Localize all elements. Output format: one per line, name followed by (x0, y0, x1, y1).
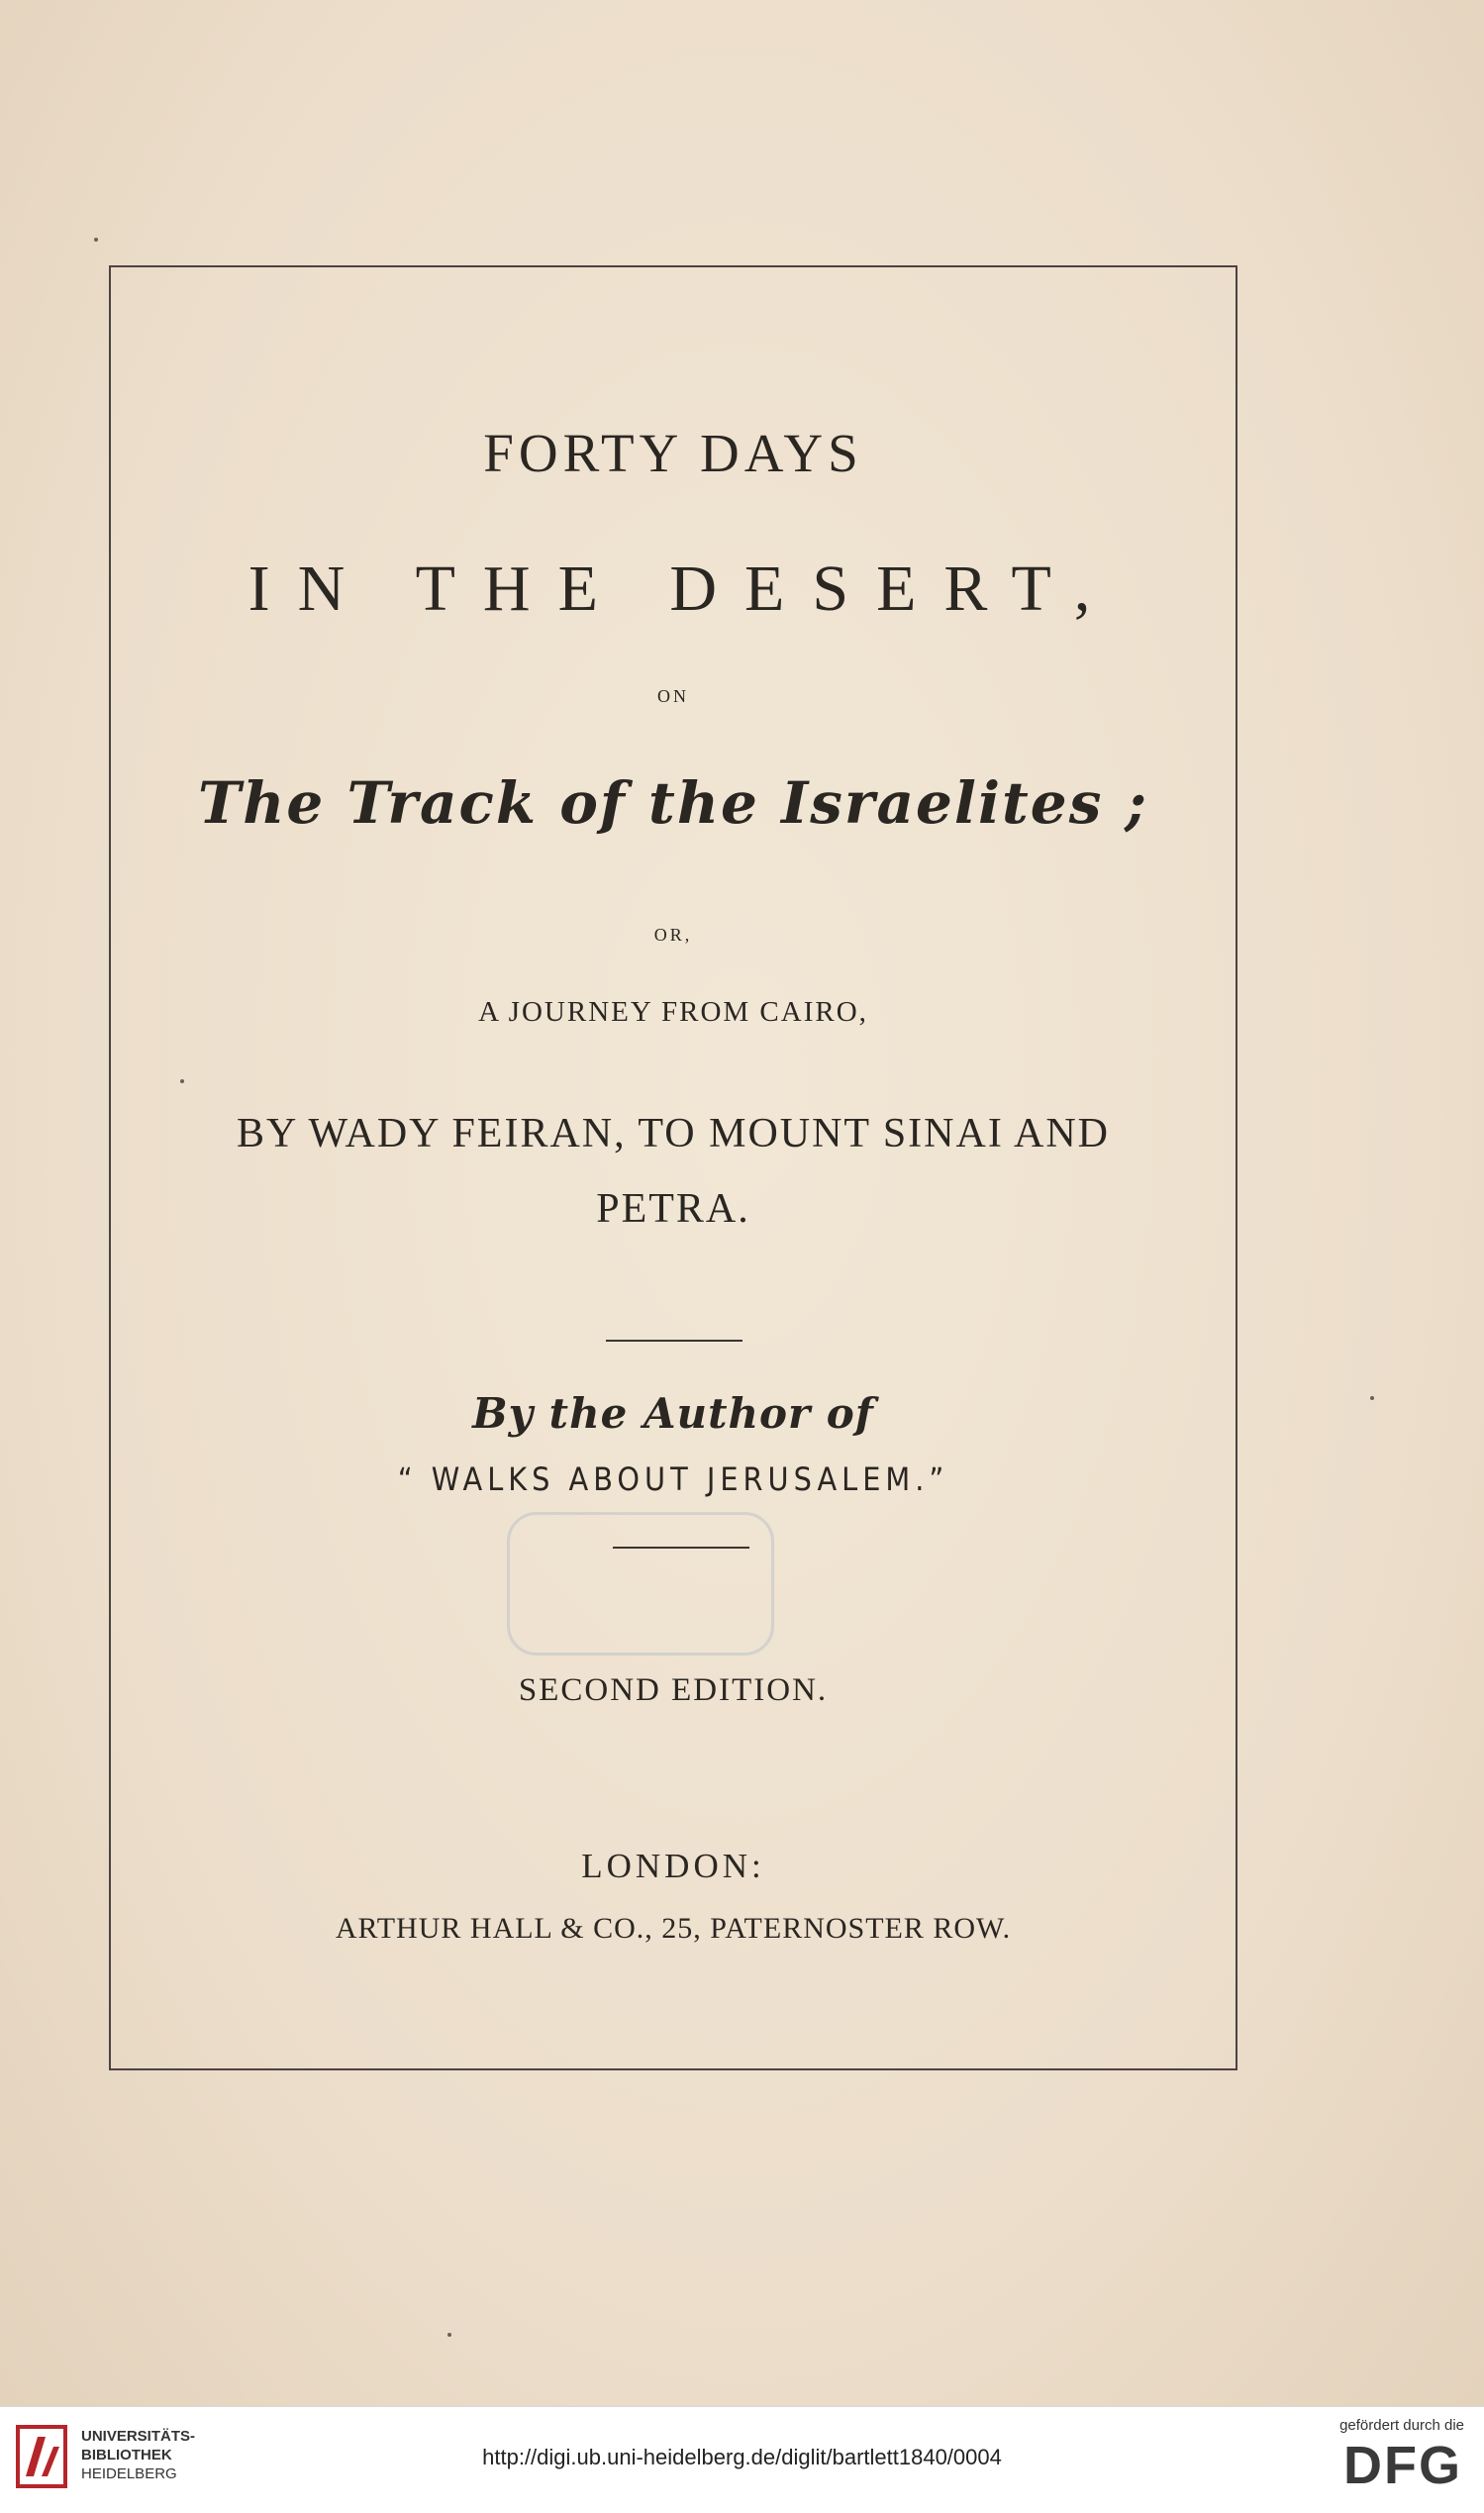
funding-caption: gefördert durch die (1339, 2417, 1464, 2434)
subtitle-route: BY WADY FEIRAN, TO MOUNT SINAI AND (237, 1111, 1110, 1156)
edition: SECOND EDITION. (518, 1672, 829, 1708)
divider-rule (613, 1547, 749, 1549)
subtitle-petra: PETRA. (596, 1186, 750, 1232)
title-line-in-the-desert: IN THE DESERT, (247, 553, 1119, 625)
dfg-logo-icon: DFG (1343, 2436, 1462, 2495)
author-attribution: By the Author of (472, 1389, 874, 1438)
connector-on: ON (657, 686, 689, 706)
publisher: ARTHUR HALL & CO., 25, PATERNOSTER ROW. (335, 1912, 1012, 1945)
publication-place: LONDON: (581, 1847, 765, 1885)
subtitle-journey: A JOURNEY FROM CAIRO, (478, 996, 868, 1028)
title-line-forty-days: FORTY DAYS (483, 423, 863, 483)
library-name-line: UNIVERSITÄTS- (81, 2428, 196, 2445)
paper-speck (94, 238, 98, 242)
library-name-line: BIBLIOTHEK (81, 2447, 172, 2463)
blackletter-subtitle: The Track of the Israelites ; (198, 769, 1148, 837)
title-page-frame (109, 265, 1237, 2070)
paper-speck (447, 2333, 451, 2337)
paper-speck (1370, 1396, 1374, 1400)
previous-work: “ WALKS ABOUT JERUSALEM.” (397, 1460, 949, 1498)
connector-or: OR, (653, 925, 693, 945)
permalink-url[interactable]: http://digi.ub.uni-heidelberg.de/diglit/bartlett1840/0004 (482, 2445, 1002, 2469)
divider-rule (606, 1340, 742, 1342)
digitization-footer (0, 2406, 1484, 2513)
library-name-line: HEIDELBERG (81, 2465, 177, 2482)
